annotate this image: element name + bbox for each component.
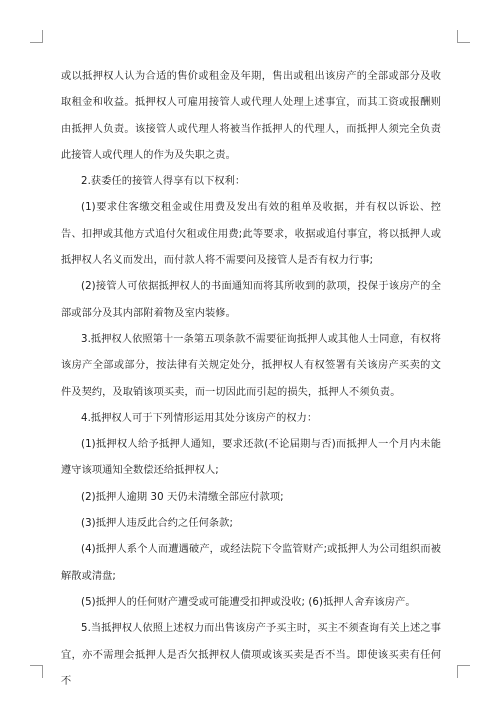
paragraph-receiver-rights-heading: 2.获委任的接管人得享有以下权利：: [81, 176, 246, 188]
crop-mark-bottom-left: [30, 665, 43, 678]
paragraph-condition-2: (2)抵押人逾期 30 天仍未清缴全部应付款项;: [81, 491, 284, 503]
crop-mark-top-right: [457, 30, 470, 43]
paragraph-clause-4-heading: 4.抵押权人可于下列情形运用其处分该房产的权力：: [81, 412, 318, 424]
paragraph-receiver-right-1: (1)要求住客缴交租金或住用费及发出有效的租单及收据，并有权以诉讼、控告、扣押或其他方式追付欠租或住用费;此等要求，收据或追付事宜，将以抵押人或抵押权人名义而发出，而付款人将不需要问及接管人是否有权力行事;: [61, 202, 441, 267]
crop-mark-top-left: [30, 30, 43, 43]
paragraph-condition-5-6: (5)抵押人的任何财产遭受或可能遭受扣押或没收; (6)抵押人舍弃该房产。: [81, 596, 416, 608]
crop-mark-bottom-right: [457, 665, 470, 678]
paragraph-condition-1: (1)抵押权人给予抵押人通知，要求还款(不论届期与否)而抵押人一个月内未能遵守该项通知全数偿还给抵押权人;: [61, 439, 441, 477]
paragraph-condition-4: (4)抵押人系个人而遭遇破产，或经法院下令监管财产;或抵押人为公司组织而被解散或清盘;: [61, 544, 441, 582]
document-body: [61, 64, 441, 695]
paragraph-clause-3: 3.抵押权人依照第十一条第五项条款不需要征询抵押人或其他人士同意，有权将该房产全部或部分，按法律有关规定处分，抵押权人有权签署有关该房产买卖的文件及契约，及取销该项买卖，而一切因此而引起的损失，抵押人不须负责。: [61, 333, 441, 398]
paragraph-receiver-right-2: (2)接管人可依据抵押权人的书面通知而将其所收到的款项，投保于该房产的全部或部分及其内部附着物及室内装修。: [61, 281, 441, 319]
paragraph-continuation: 或以抵押权人认为合适的售价或租金及年期，售出或租出该房产的全部或部分及收取租金和收益。抵押权人可雇用接管人或代理人处理上述事宜，而其工资或报酬则由抵押人负责。该接管人或代理人将被当作抵押人的代理人，而抵押人须完全负责此接管人或代理人的作为及失职之责。: [61, 71, 441, 161]
paragraph-clause-5: 5.当抵押权人依照上述权力而出售该房产予买主时，买主不须查询有关上述之事宜，亦不需理会抵押人是否欠抵押权人债项或该买卖是否不当。即使该买卖有任何不: [61, 623, 441, 687]
paragraph-condition-3: (3)抵押人违反此合约之任何条款;: [81, 518, 233, 530]
